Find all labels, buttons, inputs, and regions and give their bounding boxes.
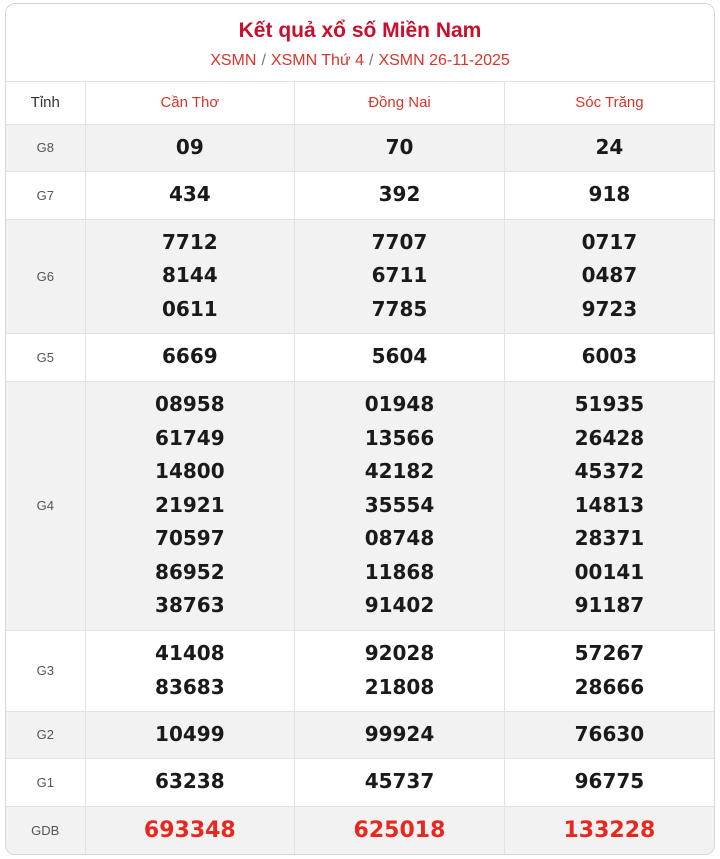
prize-number: 28666 xyxy=(574,674,645,699)
prize-number: 11868 xyxy=(364,559,435,584)
prize-cell xyxy=(295,630,505,711)
results-card xyxy=(5,3,715,855)
prize-cell xyxy=(85,219,295,333)
prize-cell xyxy=(85,806,295,854)
prize-cell xyxy=(504,219,714,333)
prize-number: 38763 xyxy=(155,593,225,618)
breadcrumb-separator: / xyxy=(261,52,266,69)
prize-number: 91187 xyxy=(574,593,645,618)
table-row xyxy=(6,758,714,806)
prize-number: 26428 xyxy=(574,425,645,450)
prize-number: 91402 xyxy=(364,593,435,618)
prize-number: 0717 xyxy=(581,229,638,254)
prize-number: 434 xyxy=(168,182,211,207)
prize-label: G7 xyxy=(6,171,85,219)
prize-number: 13566 xyxy=(364,425,435,450)
special-prize-number: 693348 xyxy=(143,817,236,843)
prize-label: G8 xyxy=(6,124,85,171)
prize-number: 70597 xyxy=(155,526,225,551)
prize-number: 0487 xyxy=(581,263,638,288)
prize-cell xyxy=(85,124,295,171)
special-prize-number: 133228 xyxy=(563,817,656,843)
prize-cell xyxy=(295,711,505,758)
prize-cell xyxy=(295,806,505,854)
table-row xyxy=(6,806,714,854)
prize-number: 76630 xyxy=(574,721,645,746)
prize-number: 8144 xyxy=(161,263,218,288)
prize-cell xyxy=(504,758,714,806)
prize-cell xyxy=(85,711,295,758)
prize-number: 7712 xyxy=(161,229,218,254)
prize-number: 7785 xyxy=(371,296,428,321)
prize-number: 6669 xyxy=(161,344,218,369)
breadcrumb-link-xsmn[interactable]: XSMN xyxy=(210,52,257,69)
prize-cell xyxy=(85,630,295,711)
prize-number: 45737 xyxy=(364,769,435,794)
breadcrumb-separator: / xyxy=(369,52,374,69)
prize-number: 99924 xyxy=(364,721,435,746)
table-row xyxy=(6,219,714,333)
special-prize-number: 625018 xyxy=(353,817,446,843)
prize-cell xyxy=(295,171,505,219)
prize-table-body xyxy=(6,124,714,854)
prize-cell xyxy=(504,711,714,758)
prize-number: 0611 xyxy=(161,296,218,321)
prize-cell xyxy=(504,806,714,854)
prize-cell xyxy=(504,630,714,711)
prize-label: G5 xyxy=(6,333,85,381)
prize-number: 08958 xyxy=(155,392,225,417)
prize-number: 09 xyxy=(175,134,204,159)
prize-number: 00141 xyxy=(574,559,645,584)
prize-number: 21921 xyxy=(155,492,225,517)
prize-number: 57267 xyxy=(574,641,645,665)
province-header-can-tho[interactable]: Cần Thơ xyxy=(85,82,295,124)
prize-number: 45372 xyxy=(574,459,645,484)
prize-number: 392 xyxy=(378,182,421,207)
prize-number: 14800 xyxy=(155,459,225,484)
prize-cell xyxy=(85,381,295,630)
prize-number: 08748 xyxy=(364,526,435,551)
prize-number: 918 xyxy=(588,182,631,207)
prize-number: 14813 xyxy=(574,492,645,517)
table-row xyxy=(6,124,714,171)
prize-number: 51935 xyxy=(574,392,645,417)
prize-number: 96775 xyxy=(574,769,645,794)
prize-label: G1 xyxy=(6,758,85,806)
table-row xyxy=(6,171,714,219)
province-header-soc-trang[interactable]: Sóc Trăng xyxy=(504,82,714,124)
prize-label: G3 xyxy=(6,630,85,711)
prize-number: 92028 xyxy=(364,641,435,665)
prize-number: 6711 xyxy=(371,263,428,288)
prize-label: G2 xyxy=(6,711,85,758)
results-header xyxy=(6,4,714,82)
table-row xyxy=(6,711,714,758)
prize-cell xyxy=(504,381,714,630)
page-title: Kết quả xổ số Miền Nam xyxy=(238,19,482,42)
prize-cell xyxy=(295,758,505,806)
prize-cell xyxy=(295,219,505,333)
prize-label: GDB xyxy=(6,806,85,854)
prize-cell xyxy=(295,381,505,630)
table-row xyxy=(6,333,714,381)
breadcrumb xyxy=(6,51,714,71)
table-row xyxy=(6,630,714,711)
prize-cell xyxy=(504,124,714,171)
prize-number: 28371 xyxy=(574,526,645,551)
prize-number: 41408 xyxy=(155,641,225,665)
prize-number: 10499 xyxy=(155,721,225,746)
prize-number: 86952 xyxy=(155,559,225,584)
province-column-header: Tỉnh xyxy=(6,82,85,124)
prize-cell xyxy=(504,333,714,381)
prize-number: 21808 xyxy=(364,674,435,699)
prize-number: 70 xyxy=(385,134,414,159)
prize-cell xyxy=(85,758,295,806)
results-table xyxy=(6,82,714,854)
prize-number: 01948 xyxy=(364,392,435,417)
prize-label: G4 xyxy=(6,381,85,630)
prize-number: 35554 xyxy=(364,492,435,517)
prize-number: 5604 xyxy=(371,344,428,369)
prize-cell xyxy=(504,171,714,219)
prize-number: 9723 xyxy=(581,296,638,321)
prize-number: 63238 xyxy=(155,769,225,794)
prize-number: 42182 xyxy=(364,459,435,484)
breadcrumb-link-date[interactable]: XSMN 26-11-2025 xyxy=(378,52,510,69)
table-row xyxy=(6,381,714,630)
prize-number: 7707 xyxy=(371,229,428,254)
prize-cell xyxy=(85,171,295,219)
prize-cell xyxy=(295,333,505,381)
prize-cell xyxy=(85,333,295,381)
prize-number: 6003 xyxy=(581,344,638,369)
prize-number: 83683 xyxy=(155,674,225,699)
prize-label: G6 xyxy=(6,219,85,333)
breadcrumb-link-weekday[interactable]: XSMN Thứ 4 xyxy=(270,52,364,69)
prize-number: 24 xyxy=(595,134,624,159)
prize-number: 61749 xyxy=(155,425,225,450)
province-header-dong-nai[interactable]: Đồng Nai xyxy=(295,82,505,124)
table-header-row xyxy=(6,82,714,124)
prize-cell xyxy=(295,124,505,171)
